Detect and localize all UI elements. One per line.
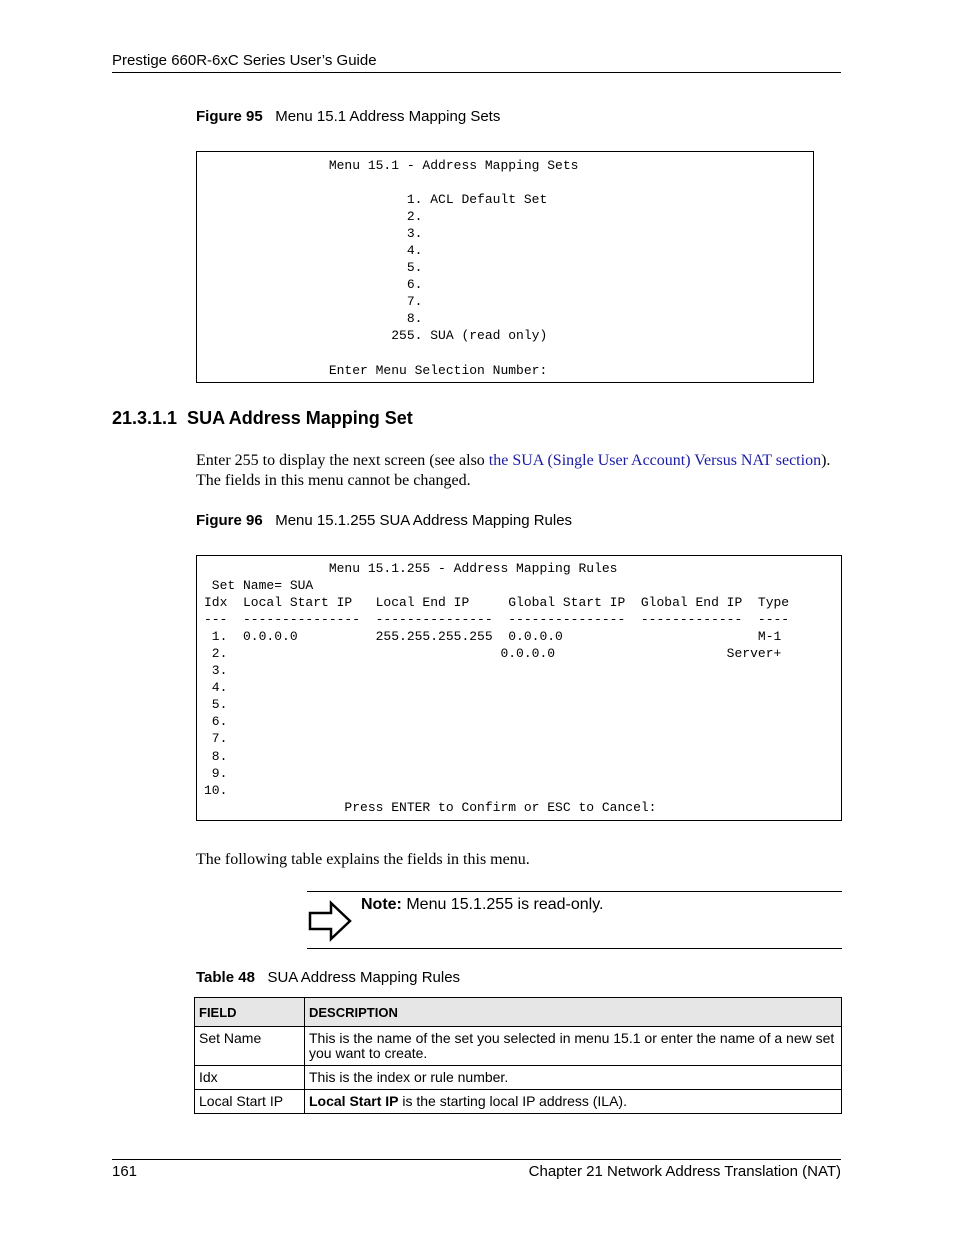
sua-mapping-rules-table <box>194 997 842 1114</box>
figure-96-label: Figure 96 <box>196 512 263 529</box>
screen-line: 6. <box>204 714 228 730</box>
description-cell: This is the name of the set you selected in menu 15.1 or enter the name of a new set you want to create. <box>305 1027 842 1066</box>
page-footer <box>112 1159 841 1184</box>
screen-line: 4. <box>204 243 423 259</box>
figure-95-label: Figure 95 <box>196 108 263 125</box>
screen-line: 8. <box>204 311 423 327</box>
page-header <box>112 52 841 73</box>
table-48-label: Table 48 <box>196 969 255 986</box>
screen-line <box>204 345 813 362</box>
intro-text-start: Enter 255 to display the next screen (see also <box>196 452 489 469</box>
intro-text-end: ). The fields in this menu cannot be changed. <box>196 452 831 489</box>
figure-95-caption <box>196 108 500 125</box>
table-48-caption <box>196 969 460 986</box>
figure-96-title: Menu 15.1.255 SUA Address Mapping Rules <box>275 512 573 529</box>
screen-line: 10. <box>204 782 228 798</box>
screen-line: 2. <box>204 209 423 225</box>
sua-vs-nat-link[interactable]: the SUA (Single User Account) Versus NAT section <box>488 452 822 469</box>
table-intro-paragraph: The following table explains the fields in this menu. <box>196 851 530 868</box>
screen-line: Menu 15.1 - Address Mapping Sets <box>204 158 579 173</box>
figure-95-title: Menu 15.1 Address Mapping Sets <box>275 108 501 125</box>
field-column-header: FIELD <box>195 998 305 1027</box>
screen-line: 5. <box>204 697 228 713</box>
screen-line: Idx Local Start IP Local End IP Global Start IP Global End IP Type <box>204 595 790 611</box>
menu-15-1-255-screen <box>196 555 842 821</box>
field-cell: Local Start IP <box>195 1090 305 1114</box>
screen-line: 255. SUA (read only) <box>204 328 548 344</box>
note-label: Note: <box>361 896 402 913</box>
screen-line: Press ENTER to Confirm or ESC to Cancel: <box>204 799 657 815</box>
note-text <box>361 896 604 914</box>
arrow-right-icon <box>307 900 353 942</box>
screen-line: --- --------------- --------------- --------------- ------------- ---- <box>204 612 790 628</box>
screen-line: 2. 0.0.0.0 Server+ <box>204 646 782 662</box>
table-header-row <box>195 998 842 1027</box>
table-row <box>195 1090 842 1114</box>
screen-line: 1. 0.0.0.0 255.255.255.255 0.0.0.0 M-1 <box>204 629 782 645</box>
menu-15-1-screen <box>196 151 814 383</box>
screen-line: 5. <box>204 260 423 276</box>
screen-line <box>204 174 813 191</box>
screen-line: 4. <box>204 680 228 696</box>
section-heading: 21.3.1.1 SUA Address Mapping Set <box>112 408 413 428</box>
screen-line: 3. <box>204 226 423 242</box>
intro-paragraph <box>196 451 836 491</box>
page-number: 161 <box>112 1163 138 1180</box>
screen-line: Enter Menu Selection Number: <box>204 362 548 378</box>
screen-line: 7. <box>204 294 423 310</box>
field-cell: Idx <box>195 1066 305 1090</box>
header-title: Prestige 660R-6xC Series User’s Guide <box>112 52 377 69</box>
note-message: Menu 15.1.255 is read-only. <box>401 896 604 913</box>
description-cell: This is the index or rule number. <box>305 1066 842 1090</box>
screen-line: 6. <box>204 277 423 293</box>
table-48-title: SUA Address Mapping Rules <box>267 969 461 986</box>
screen-line: 7. <box>204 731 228 747</box>
screen-line: 9. <box>204 765 228 781</box>
screen-line: 3. <box>204 663 228 679</box>
description-cell: Local Start IP is the starting local IP address (ILA). <box>305 1090 842 1114</box>
screen-line: Menu 15.1.255 - Address Mapping Rules <box>204 561 618 576</box>
figure-96-caption <box>196 512 572 529</box>
screen-line: 1. ACL Default Set <box>204 192 548 208</box>
table-row <box>195 1027 842 1066</box>
screen-line: Set Name= SUA <box>204 578 314 594</box>
table-row <box>195 1066 842 1090</box>
field-cell: Set Name <box>195 1027 305 1066</box>
description-column-header: DESCRIPTION <box>305 998 842 1027</box>
chapter-title: Chapter 21 Network Address Translation (NAT) <box>528 1163 841 1180</box>
note-box <box>307 891 842 949</box>
screen-line: 8. <box>204 748 228 764</box>
